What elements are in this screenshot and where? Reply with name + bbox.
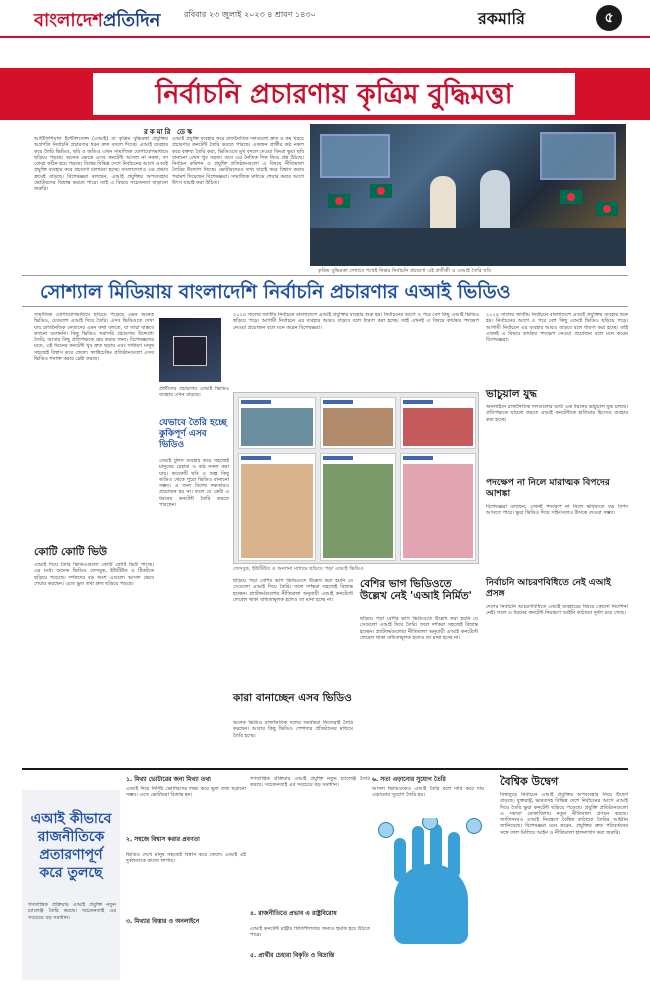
feature-mid-text: গণতান্ত্রিক প্রক্রিয়ায় এআই প্রযুক্তি নতুন চ্যালেঞ্জ তৈরি করছে। সচেতনতাই এর সবচেয়ে বড় সমাধান। [250, 776, 370, 789]
ai-video-thumbnail [159, 318, 221, 382]
point-6-text: আসল ভিডিওকেও এআই তৈরি বলে দাবি করে দায় এড়ানোর সুযোগ তৈরি হয়। [372, 786, 484, 799]
body-column-right-3: দেশের নির্বাচনি আচরণবিধিতে এআই ব্যবহারের বিষয়ে কোনো নির্দেশনা নেই। ফলে এ ধরনের কনটেন্ট নিয়ন্ত্রণে আইনি কাঠামো দুর্বল রয়ে গেছে। [486, 604, 628, 617]
body-column-mid: এআই টুলস ব্যবহার করে সহজেই মানুষের চেহারা ও কণ্ঠ নকল করা যায়। কয়েকটি ছবি ও অল্প কিছু অডিও থেকে পুরো ভিডিও বানানো সম্ভব। এ জন্য বিশেষ দক্ষতারও প্রয়োজন হয় না। ফলে যে কেউ এ ধরনের কনটেন্ট তৈরি করতে পারছেন। [159, 458, 229, 509]
point-1-title: ১. মিথ্যা ভোটারের জন্য মিথ্যা তথ্য [126, 776, 211, 783]
feature-kicker: এআই কীভাবে রাজনীতিকে প্রতারণাপূর্ণ করে তুলছে [30, 811, 112, 881]
point-2-text: ভিডিও দেখে মানুষ সহজেই বিশ্বাস করে ফেলে। এআই এই দুর্বলতাকে কাজে লাগায়। [126, 852, 246, 865]
collage-caption: ফেসবুক, ইউটিউব ও অন্যান্য মাধ্যমে ছড়িয়ে পড়া এআই ভিডিও [233, 566, 364, 572]
divider [22, 275, 628, 276]
body-column-mid-top: প্রার্থীদের প্রচারণায় এআই ভিডিও ব্যবহার এখন বাড়ছে। [159, 386, 229, 399]
subhead-virtual-war: ভাচুয়াল যুদ্ধ [486, 388, 537, 400]
body-column-right-2: বিশেষজ্ঞরা বলছেন, এখনই পদক্ষেপ না নিলে ভবিষ্যতে বড় বিপদ আসতে পারে। ভুয়া ভিডিও দিয়ে সহিংসতাও উসকে দেওয়া সম্ভব। [486, 504, 628, 517]
subhead-who-makes: কারা বানাচ্ছেন এসব ভিডিও [233, 692, 352, 704]
image-caption: কৃত্রিম বুদ্ধিমত্তা দেখাবে পথেই নির্ভর নির্বাচনি প্রচারণা এই প্রতীকী ও এআই তৈরি ছবি [318, 268, 491, 274]
ai-campaign-image [310, 124, 626, 266]
byline: রকমারি ডেস্ক [144, 128, 194, 136]
masthead [0, 0, 650, 38]
subhead-global-concern: বৈশ্বিক উদ্বেগ [500, 775, 559, 788]
point-1-text: এআই দিয়ে নির্দিষ্ট ভোটারদের লক্ষ্য করে ভুল তথ্য ছড়ানো সম্ভব। এতে ভোটাররা বিভ্রান্ত হন। [126, 786, 246, 799]
secondary-headline: সোশ্যাল মিডিয়ায় বাংলাদেশি নির্বাচনি প্রচারণার এআই ভিডিও [40, 281, 511, 303]
body-column-right-top: ২০২৪ সালের জাতীয় নির্বাচনে বাংলাদেশে এআই প্রযুক্তির ব্যবহার শুরু হয়। নির্বাচনের আগে ও পরে বেশ কিছু এআই ভিডিও ছড়িয়ে পড়ে। আগামী নির্বাচনে এর ব্যবহার আরও বাড়বে বলে ধারণা করা হচ্ছে। তাই এখনই এ বিষয়ে কার্যকর পদক্ষেপ নেওয়া প্রয়োজন বলে মনে করেন বিশেষজ্ঞরা। [486, 312, 628, 344]
intro-column-2: এআই প্রযুক্তি ব্যবহার করে রাজনৈতিক দলগুলো দ্রুত ও কম খরচে প্রচারণার কনটেন্ট তৈরি করতে পারছে। একজন প্রার্থীর কণ্ঠ নকল করে বক্তব্য তৈরি করা, ভিডিওতে মুখ বদলে দেওয়া কিংবা ভুয়া ছবি বানানো এখন খুব সহজ। তবে এর নৈতিক দিক নিয়ে প্রশ্ন উঠছে। নির্বাচন কমিশন ও প্রযুক্তি প্রতিষ্ঠানগুলো এ বিষয়ে নীতিমালা তৈরির উদ্যোগ নিচ্ছে। ভোটারদেরও তথ্য যাচাই করে বিশ্বাস করার পরামর্শ দিয়েছেন বিশেষজ্ঞরা। সামাজিক মাধ্যমে শেয়ার করার আগে উৎস যাচাই করা উচিত। [172, 136, 304, 187]
body-column-left: সামাজিক যোগাযোগমাধ্যমে ছড়িয়ে পড়েছে এমন অনেক ভিডিও, যেগুলো এআই দিয়ে তৈরি। এসব ভিডিওতে দেখা যায় রাজনৈতিক নেতাদের এমন কথা বলতে, যা তারা বাস্তবে কখনো বলেননি। কিছু ভিডিও সরাসরি প্রচারণার উদ্দেশ্যে তৈরি, আবার কিছু প্রতিপক্ষকে হেয় করার জন্য। বিশেষজ্ঞদের মতে, এই ধরনের কনটেন্ট খুব দ্রুত ছড়ায় এবং সাধারণ মানুষ সহজেই বিশ্বাস করে ফেলে। ফ্যাক্টচেকিং প্রতিষ্ঠানগুলো এসব ভিডিও শনাক্ত করার চেষ্টা করছে। [34, 312, 154, 363]
point-6-title: ৬. সত্য এড়ানোর সুযোগ তৈরি [372, 776, 446, 783]
newspaper-logo: বাংলাদেশপ্রতিদিন [34, 10, 161, 31]
point-4-title: ৪. রাজনীতিতে প্রভাব এ রাষ্ট্রবিরোধ [250, 910, 337, 917]
subhead-danger: পদক্ষেপ না নিলে মারাত্মক বিপদের আশঙ্কা [486, 478, 610, 499]
body-column-center: ছড়িয়ে পড়া বেশির ভাগ ভিডিওতে উল্লেখ করা হয়নি যে সেগুলো এআই দিয়ে তৈরি। ফলে দর্শকরা সহজেই বিভ্রান্ত হচ্ছেন। প্ল্যাটফর্মগুলোর নীতিমালা অনুযায়ী এআই কনটেন্টে লেবেল থাকা বাধ্যতামূলক হলেও তা মানা হচ্ছে না। [233, 578, 353, 603]
social-media-collage [233, 392, 479, 564]
point-3-title: ৩. মিথ্যার বিস্তার ও অনলাইনে [126, 918, 200, 925]
subhead-how-made: যেভাবে তৈরি হচ্ছে কুকিপূর্ণ এসব ভিডিও [159, 418, 227, 450]
feature-global-text: বিশ্বজুড়ে নির্বাচনে এআই প্রযুক্তির অপব্যবহার নিয়ে উদ্বেগ বাড়ছে। যুক্তরাষ্ট্র, ভারতসহ বিভিন্ন দেশে নির্বাচনের আগে এআই দিয়ে তৈরি ভুয়া কনটেন্ট ছড়িয়ে পড়েছে। প্রযুক্তি প্রতিষ্ঠানগুলো এ সমস্যা মোকাবিলায় নতুন নীতিমালা প্রণয়ন করছে। জাতিসংঘও এআই নিয়ন্ত্রণে বৈশ্বিক কাঠামো তৈরির আহ্বান জানিয়েছে। বিশেষজ্ঞরা মনে করেন, প্রযুক্তির দ্রুত পরিবর্তনের সঙ্গে তাল মিলিয়ে আইন ও নীতিমালা হালনাগাদ করা জরুরি। [500, 792, 628, 836]
body-column-left-2: এআই দিয়ে তৈরি ভিডিওগুলো কোটি কোটি ভিউ পাচ্ছে। এর মধ্যে অনেক ভিডিও ফেসবুক, ইউটিউব ও টিকটকে ছড়িয়ে পড়েছে। দর্শকদের বড় অংশ এগুলো আসল ভেবে শেয়ার করছেন। এতে ভুল তথ্য দ্রুত ছড়িয়ে পড়ছে। [34, 562, 154, 587]
subhead-no-label: বেশির ভাগ ভিডিওতে উল্লেখ নেই 'এআই নির্মিত' [360, 578, 472, 602]
point-2-title: ২. সহজে বিশ্বাস করার প্রবণতা [126, 836, 200, 843]
subhead-views: কোটি কোটি ভিউ [34, 546, 108, 558]
feature-inset-text: গণতান্ত্রিক প্রক্রিয়ায় এআই প্রযুক্তি নতুন চ্যালেঞ্জ তৈরি করছে। সচেতনতাই এর সবচেয়ে বড় সমাধান। [28, 902, 116, 921]
section-name: রকমারি [478, 9, 525, 28]
point-4-text: এআই কনটেন্ট রাষ্ট্রীয় স্থিতিশীলতার জন্যও হুমকি হয়ে উঠতে পারে। [250, 926, 370, 939]
dateline: রবিবার ২৩ জুলাই ২০২৩ ৪ শ্রাবণ ১৪৩০ [184, 10, 316, 19]
body-column-right: অনলাইনে রাজনৈতিক দলগুলোর মধ্যে এক ধরনের ভার্চুয়াল যুদ্ধ চলছে। প্রতিপক্ষকে ঘায়েল করতে এআই কনটেন্টকে হাতিয়ার হিসেবে ব্যবহার করা হচ্ছে। [486, 404, 628, 423]
body-column-center-2: অনেক ভিডিও রাজনৈতিক দলের সমর্থকরা নিজেরাই তৈরি করছেন। আবার কিছু ভিডিও পেশাদার প্রতিষ্ঠানের মাধ্যমে তৈরি হচ্ছে। [233, 720, 353, 739]
hand-illustration [376, 818, 486, 950]
divider [22, 306, 628, 307]
body-top-wide: ২০২৪ সালের জাতীয় নির্বাচনে বাংলাদেশে এআই প্রযুক্তির ব্যবহার শুরু হয়। নির্বাচনের আগে ও পরে বেশ কিছু এআই ভিডিও ছড়িয়ে পড়ে। আগামী নির্বাচনে এর ব্যবহার আরও বাড়বে বলে ধারণা করা হচ্ছে। তাই এখনই এ বিষয়ে কার্যকর পদক্ষেপ নেওয়া প্রয়োজন বলে মনে করেন বিশেষজ্ঞরা। [233, 312, 479, 331]
page-number: ৫ [596, 5, 622, 31]
intro-column-1: আর্টিফিশিয়াল ইন্টেলিজেন্স (এআই) বা কৃত্রিম বুদ্ধিমত্তা প্রযুক্তির অগ্রগতি নির্বাচনি প্রচারণার ধরন দ্রুত বদলে দিচ্ছে। এআই ব্যবহার করে তৈরি ভিডিও, ছবি ও অডিও এখন সামাজিক যোগাযোগমাধ্যমে ছড়িয়ে পড়ছে। অনেক ক্ষেত্রে এসব কনটেন্ট আসল না নকল, তা বোঝা কঠিন হয়ে পড়ছে। বিশ্বের বিভিন্ন দেশে নির্বাচনের আগে এআই প্রযুক্তি ব্যবহার করে প্রচারণা চালানো হচ্ছে। বাংলাদেশেও এর প্রভাব ক্রমেই বাড়ছে। বিশেষজ্ঞরা বলছেন, এআই প্রযুক্তির অপব্যবহার ভোটারদের বিভ্রান্ত করতে পারে। তাই এ বিষয়ে সচেতনতা বাড়ানো জরুরি। [34, 136, 168, 193]
point-5-title: ৫. প্রার্থীর চেহারা বিকৃতি ও বিভ্রান্তি [250, 952, 335, 959]
main-headline: নির্বাচনি প্রচারণায় কৃত্রিম বুদ্ধিমত্তা [92, 72, 576, 116]
subhead-code-of-conduct: নির্বাচনি আচরণবিধিতে নেই এআই প্রসঙ্গ [486, 578, 611, 599]
body-column-center-3: ছড়িয়ে পড়া বেশির ভাগ ভিডিওতে উল্লেখ করা হয়নি যে সেগুলো এআই দিয়ে তৈরি। ফলে দর্শকরা সহজেই বিভ্রান্ত হচ্ছেন। প্ল্যাটফর্মগুলোর নীতিমালা অনুযায়ী এআই কনটেন্টে লেবেল থাকা বাধ্যতামূলক হলেও তা মানা হচ্ছে না। [360, 616, 478, 641]
